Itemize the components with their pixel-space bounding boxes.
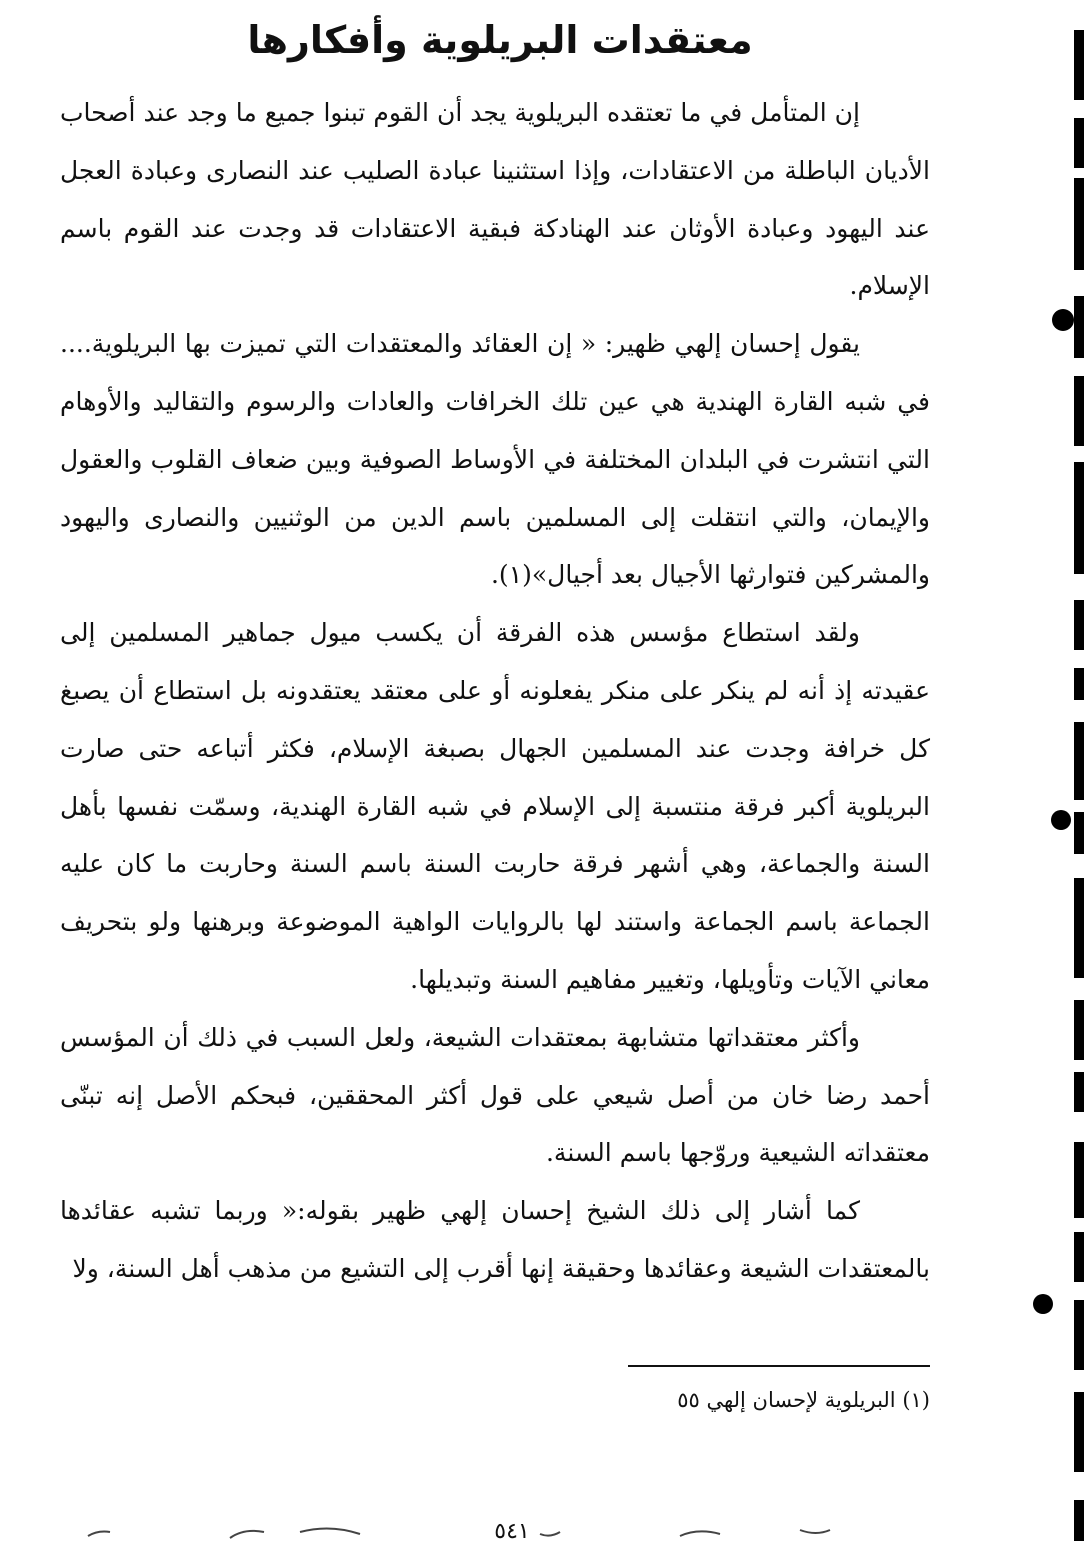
page-title: معتقدات البريلوية وأفكارها [247,18,753,62]
footnote: (١) البريلوية لإحسان إلهي ٥٥ [677,1388,930,1412]
page-number: ٥٤١ [494,1519,530,1544]
paragraph-5: كما أشار إلى ذلك الشيخ إحسان إلهي ظهير بقوله:« وربما تشبه عقائدها بالمعتقدات الشيعة وعقائدها وحقيقة إنها أقرب إلى التشيع من مذهب أهل السنة، ولا [60,1196,930,1283]
paragraph-3: ولقد استطاع مؤسس هذه الفرقة أن يكسب ميول جماهير المسلمين إلى عقيدته إذ أنه لم ينكر على منكر يفعلونه أو على معتقد يعتقدونه بل استطاع أن يصبغ كل خرافة وجدت عند المسلمين الجهال بصبغة الإسلام، فكثر أتباعه حتى صارت البريلوية أكبر فرقة منتسبة إلى الإسلام في شبه القارة الهندية، وسمّت نفسها بأهل السنة والجماعة، وهي أشهر فرقة حاربت السنة باسم السنة وحاربت ما كان عليه الجماعة باسم الجماعة واستند لها بالروايات الواهية الموضوعة وبرهنها ولو بتحريف معاني الآيات وتأويلها، وتغيير مفاهيم السنة وتبديلها. [60,618,930,994]
body-text [60,84,930,1298]
footnote-divider [628,1365,930,1367]
paragraph-1: إن المتأمل في ما تعتقده البريلوية يجد أن القوم تبنوا جميع ما وجد عند أصحاب الأديان الباطلة من الاعتقادات، وإذا استثنينا عبادة الصليب عند النصارى وعبادة العجل عند اليهود وعبادة الأوثان عند الهنادكة فبقية الاعتقادات قد وجدت عند القوم باسم الإسلام. [60,98,930,301]
paragraph-2: يقول إحسان إلهي ظهير: « إن العقائد والمعتقدات التي تميزت بها البريلوية.... في شبه القارة الهندية هي عين تلك الخرافات والعادات والرسوم والتقاليد والأوهام التي انتشرت في البلدان المختلفة في الأوساط الصوفية وبين ضعاف القلوب والعقول والإيمان، والتي انتقلت إلى المسلمين باسم الدين من الوثنيين والنصارى واليهود والمشركين فتوارثها الأجيال بعد أجيال»(١). [60,329,930,590]
paragraph-4: وأكثر معتقداتها متشابهة بمعتقدات الشيعة، ولعل السبب في ذلك أن المؤسس أحمد رضا خان من أصل شيعي على قول أكثر المحققين، فبحكم الأصل إنه تبنّى معتقداته الشيعية وروّجها باسم السنة. [60,1022,930,1168]
